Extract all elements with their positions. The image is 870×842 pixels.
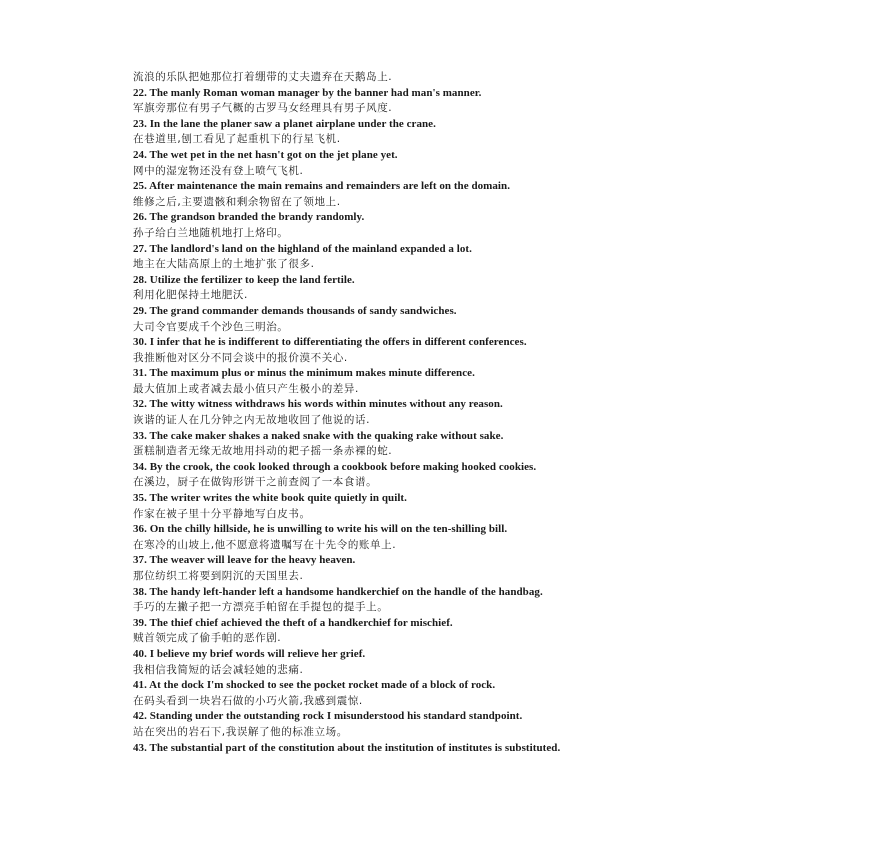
english-sentence-line: 39. The thief chief achieved the theft of a handkerchief for mischief.: [133, 616, 453, 629]
chinese-translation-line: 军旗旁那位有男子气概的古罗马女经理具有男子风度.: [133, 102, 393, 115]
chinese-translation-line: 利用化肥保持土地肥沃.: [133, 289, 248, 302]
english-sentence-line: 36. On the chilly hillside, he is unwilling to write his will on the ten-shilling bill.: [133, 523, 508, 536]
english-sentence-line: 27. The landlord's land on the highland of the mainland expanded a lot.: [133, 242, 472, 255]
chinese-translation-line: 网中的湿宠物还没有登上喷气飞机.: [133, 164, 304, 177]
english-sentence-line: 43. The substantial part of the constitution about the institution of institutes is substituted.: [133, 741, 561, 754]
chinese-translation-line: 那位纺织工将要到阴沉的天国里去.: [133, 570, 304, 582]
english-sentence-line: 33. The cake maker shakes a naked snake with the quaking rake without sake.: [133, 429, 504, 442]
english-sentence-line: 22. The manly Roman woman manager by the banner had man's manner.: [133, 86, 482, 99]
chinese-translation-line: 贼首领完成了偷手帕的恶作剧.: [133, 632, 282, 645]
english-sentence-line: 25. After maintenance the main remains and remainders are left on the domain.: [133, 180, 511, 193]
english-sentence-line: 38. The handy left-hander left a handsome handkerchief on the handle of the handbag.: [133, 585, 543, 598]
chinese-translation-line: 手巧的左撇子把一方漂亮手帕留在手提包的提手上。: [133, 601, 389, 614]
chinese-translation-line: 大司令官要成千个沙色三明治。: [133, 320, 289, 333]
chinese-translation-line: 在溪边，厨子在做钩形饼干之前查阅了一本食谱。: [133, 476, 378, 489]
english-sentence-line: 41. At the dock I'm shocked to see the pocket rocket made of a block of rock.: [133, 679, 496, 692]
english-sentence-line: 32. The witty witness withdraws his words within minutes without any reason.: [133, 398, 503, 411]
chinese-translation-line: 站在突出的岩石下,我误解了他的标准立场。: [133, 725, 348, 738]
english-sentence-line: 28. Utilize the fertilizer to keep the land fertile.: [133, 273, 355, 286]
chinese-translation-line: 流浪的乐队把她那位打着绷带的丈夫遗弃在天鹅岛上.: [133, 71, 393, 83]
chinese-translation-line: 最大值加上或者减去最小值只产生极小的差异.: [133, 382, 359, 395]
chinese-translation-line: 在码头看到一块岩石做的小巧火箭,我感到震惊.: [133, 694, 363, 707]
english-sentence-line: 42. Standing under the outstanding rock I misunderstood his standard standpoint.: [133, 710, 523, 723]
chinese-translation-line: 作家在被子里十分平静地写白皮书。: [133, 507, 311, 520]
chinese-translation-line: 维修之后,主要遗骸和剩余物留在了领地上.: [133, 195, 341, 208]
chinese-translation-line: 蛋糕制造者无缘无故地用抖动的耙子摇一条赤裸的蛇.: [133, 445, 393, 458]
chinese-translation-line: 孙子给白兰地随机地打上烙印。: [133, 226, 289, 239]
chinese-translation-line: 诙谐的证人在几分钟之内无故地收回了他说的话.: [133, 414, 371, 427]
english-sentence-line: 30. I infer that he is indifferent to differentiating the offers in different conferences.: [133, 336, 527, 349]
english-sentence-line: 23. In the lane the planer saw a planet airplane under the crane.: [133, 117, 436, 130]
english-sentence-line: 35. The writer writes the white book quite quietly in quilt.: [133, 492, 407, 505]
english-sentence-line: 24. The wet pet in the net hasn't got on the jet plane yet.: [133, 148, 398, 161]
english-sentence-line: 29. The grand commander demands thousands of sandy sandwiches.: [133, 304, 457, 317]
chinese-translation-line: 在寒冷的山坡上,他不愿意将遗嘱写在十先令的账单上.: [133, 538, 397, 551]
english-sentence-line: 34. By the crook, the cook looked through a cookbook before making hooked cookies.: [133, 460, 537, 473]
sentence-list: [133, 70, 833, 756]
english-sentence-line: 26. The grandson branded the brandy randomly.: [133, 211, 365, 224]
english-sentence-line: 37. The weaver will leave for the heavy heaven.: [133, 554, 356, 567]
chinese-translation-line: 在巷道里,刨工看见了起重机下的行星飞机.: [133, 133, 341, 146]
english-sentence-line: 31. The maximum plus or minus the minimum makes minute difference.: [133, 367, 475, 380]
english-sentence-line: 40. I believe my brief words will relieve her grief.: [133, 647, 366, 660]
chinese-translation-line: 地主在大陆高原上的土地扩张了很多.: [133, 258, 315, 271]
chinese-translation-line: 我推断他对区分不同会谈中的报价漠不关心.: [133, 351, 348, 364]
chinese-translation-line: 我相信我简短的话会减轻她的悲痛.: [133, 663, 304, 676]
